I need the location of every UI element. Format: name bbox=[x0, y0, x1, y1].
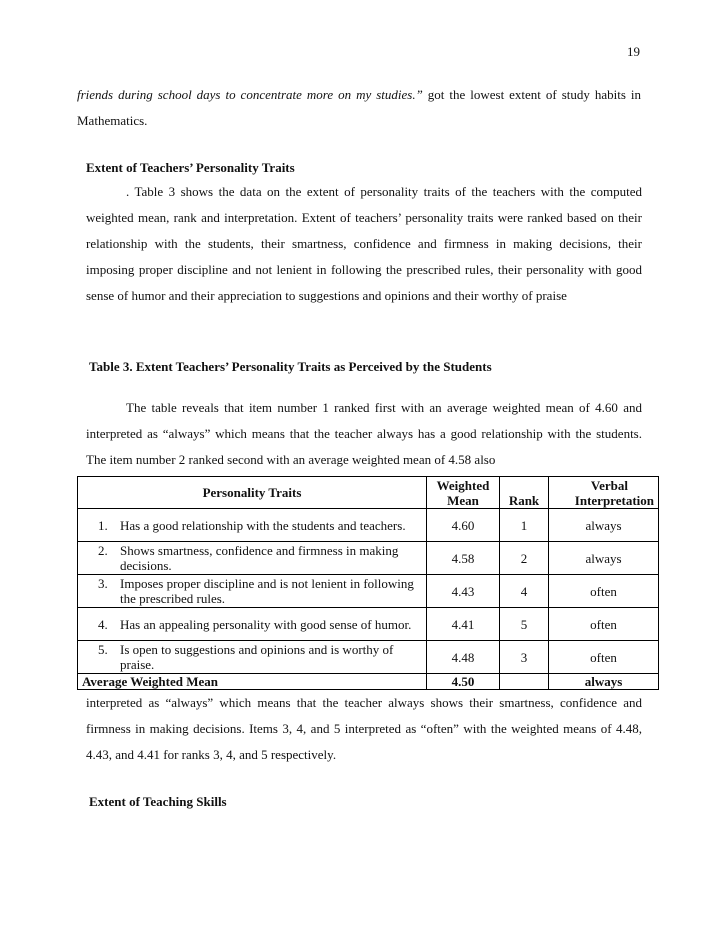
section-heading-teaching-skills: Extent of Teaching Skills bbox=[89, 794, 227, 809]
verbal-cell: always bbox=[549, 542, 659, 575]
mean-cell: 4.43 bbox=[427, 575, 500, 608]
header-rank: Rank bbox=[500, 477, 549, 509]
verbal-cell: always bbox=[549, 509, 659, 542]
rank-cell: 3 bbox=[500, 641, 549, 674]
trait-cell: 4. Has an appealing personality with good sense of humor. bbox=[78, 608, 427, 641]
trait-cell: 1. Has a good relationship with the students and teachers. bbox=[78, 509, 427, 542]
mean-cell: 4.48 bbox=[427, 641, 500, 674]
intro-quote: friends during school days to concentrate more on my studies.” bbox=[77, 87, 423, 102]
table-row bbox=[78, 542, 659, 575]
section-paragraph-personality-traits: . Table 3 shows the data on the extent of personality traits of the teachers with the computed weighted mean, rank and interpretation. Extent of teachers’ personality traits were ranked based on their relationship with the students, their smartness, confidence and firmness in making decisions, their imposing proper discipline and not lenient in following the prescribed rules, their personality with good sense of humor and their appreciation to suggestions and opinions and their worthy of praise bbox=[86, 184, 642, 303]
rank-cell: 5 bbox=[500, 608, 549, 641]
mean-cell: 4.41 bbox=[427, 608, 500, 641]
header-weighted-mean: Weighted Mean bbox=[427, 477, 500, 509]
mean-cell: 4.58 bbox=[427, 542, 500, 575]
verbal-cell: often bbox=[549, 575, 659, 608]
header-verbal-interpretation: Verbal Interpretation bbox=[549, 477, 659, 509]
table-header-row bbox=[78, 477, 659, 509]
rank-cell: 4 bbox=[500, 575, 549, 608]
average-mean: 4.50 bbox=[427, 674, 500, 690]
header-personality-traits: Personality Traits bbox=[78, 477, 427, 509]
section-heading-personality-traits: Extent of Teachers’ Personality Traits bbox=[86, 160, 295, 175]
page-number: 19 bbox=[627, 44, 640, 59]
trait-cell: 5. Is open to suggestions and opinions and is worthy of praise. bbox=[78, 641, 427, 674]
table-row bbox=[78, 641, 659, 674]
average-row bbox=[78, 674, 659, 690]
average-rank bbox=[500, 674, 549, 690]
intro-text: got the lowest extent of study habits in Mathematics. bbox=[77, 87, 641, 128]
mean-cell: 4.60 bbox=[427, 509, 500, 542]
analysis-paragraph-top: The table reveals that item number 1 ranked first with an average weighted mean of 4.60 and interpreted as “always” which means that the teacher always has a good relationship with the students. The item number 2 ranked second with an average weighted mean of 4.58 also bbox=[86, 400, 642, 467]
trait-cell: 3. Imposes proper discipline and is not lenient in following the prescribed rules. bbox=[78, 575, 427, 608]
analysis-paragraph-bottom: interpreted as “always” which means that the teacher always shows their smartness, confidence and firmness in making decisions. Items 3, 4, and 5 interpreted as “often” with the weighted means of 4.48, 4.43, and 4.41 for ranks 3, 4, and 5 respectively. bbox=[86, 695, 642, 762]
table-caption: Table 3. Extent Teachers’ Personality Traits as Perceived by the Students bbox=[89, 359, 492, 374]
table-row bbox=[78, 509, 659, 542]
table-row bbox=[78, 575, 659, 608]
intro-paragraph bbox=[77, 82, 641, 134]
rank-cell: 2 bbox=[500, 542, 549, 575]
verbal-cell: often bbox=[549, 608, 659, 641]
average-label: Average Weighted Mean bbox=[78, 674, 427, 690]
verbal-cell: often bbox=[549, 641, 659, 674]
personality-traits-table bbox=[77, 476, 659, 690]
average-verbal: always bbox=[549, 674, 659, 690]
rank-cell: 1 bbox=[500, 509, 549, 542]
trait-cell: 2. Shows smartness, confidence and firmness in making decisions. bbox=[78, 542, 427, 575]
table-row bbox=[78, 608, 659, 641]
